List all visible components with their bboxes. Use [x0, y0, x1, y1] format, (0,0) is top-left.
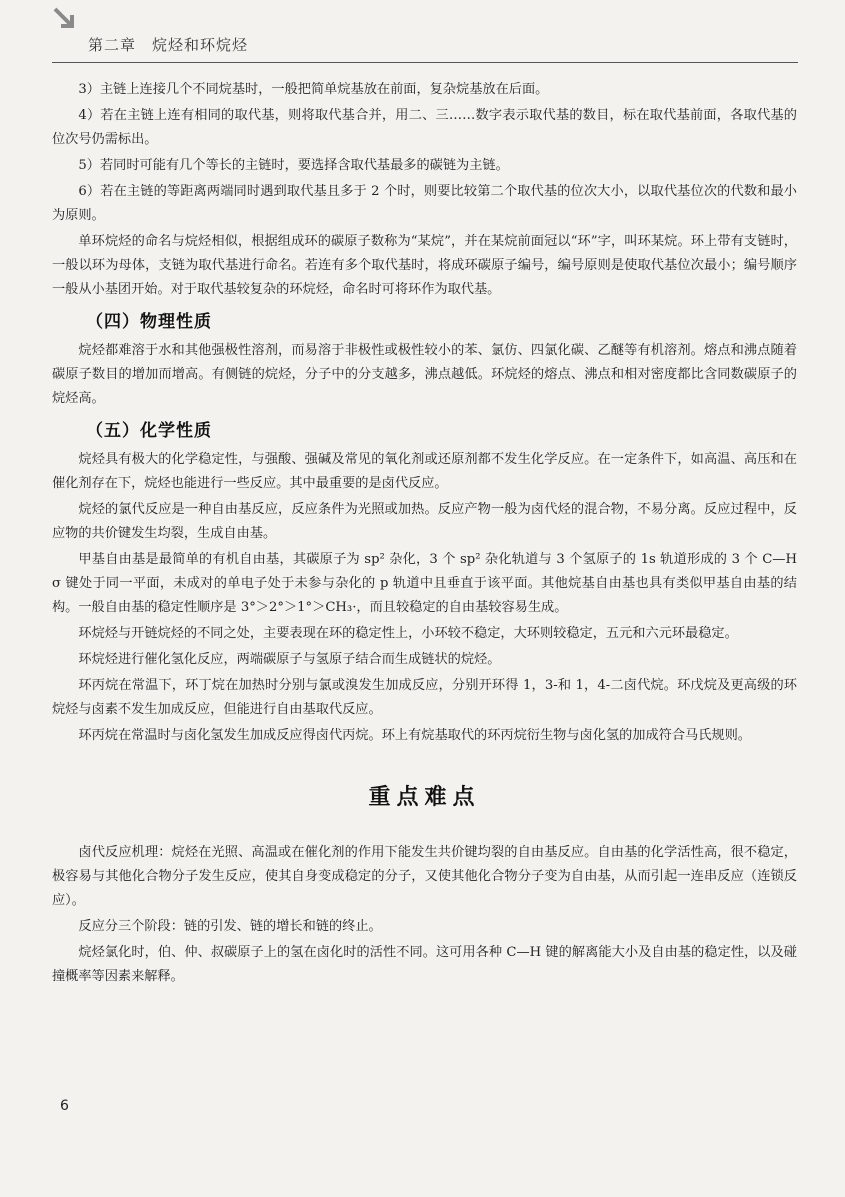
corner-arrow-icon	[52, 6, 78, 32]
paragraph: 5）若同时可能有几个等长的主链时，要选择含取代基最多的碳链为主链。	[78, 158, 509, 173]
section-heading-chemical: （五）化学性质	[86, 421, 212, 441]
page-number: 6	[60, 1098, 69, 1114]
page-header	[0, 0, 845, 70]
section-heading-physical: （四）物理性质	[86, 312, 212, 332]
paragraph: 环丙烷在常温下，环丁烷在加热时分别与氯或溴发生加成反应，分别开环得 1，3-和 1，4-二卤代烷。环戊烷及更高级的环烷烃与卤素不发生加成反应，但能进行自由基取代反应。	[52, 678, 797, 717]
paragraph: 4）若在主链上连有相同的取代基，则将取代基合并，用二、三……数字表示取代基的数目，标在取代基前面，各取代基的位次号仍需标出。	[52, 108, 797, 147]
paragraph: 烷烃氯化时，伯、仲、叔碳原子上的氢在卤化时的活性不同。这可用各种 C—H 键的解离能大小及自由基的稳定性，以及碰撞概率等因素来解释。	[52, 945, 797, 984]
key-points-heading: 重点难点	[368, 785, 481, 810]
paragraph: 3）主链上连接几个不同烷基时，一般把简单烷基放在前面，复杂烷基放在后面。	[78, 82, 549, 97]
paragraph: 甲基自由基是最简单的有机自由基，其碳原子为 sp² 杂化，3 个 sp² 杂化轨道与 3 个氢原子的 1s 轨道形成的 3 个 C—H σ 键处于同一平面，未成对的单电子处于未参与杂化的 p 轨道中且垂直于该平面。其他烷基自由基也具有类似甲基自由基的结构。一般自由基的稳定性顺序是 3°＞2°＞1°＞CH₃·，而且较稳定的自由基较容易生成。	[52, 552, 797, 615]
page-content	[52, 78, 797, 991]
paragraph: 烷烃都难溶于水和其他强极性溶剂，而易溶于非极性或极性较小的苯、氯仿、四氯化碳、乙醚等有机溶剂。熔点和沸点随着碳原子数目的增加而增高。有侧链的烷烃，分子中的分支越多，沸点越低。环烷烃的熔点、沸点和相对密度都比含同数碳原子的烷烃高。	[52, 343, 797, 406]
paragraph: 反应分三个阶段：链的引发、链的增长和链的终止。	[78, 919, 382, 934]
paragraph: 环丙烷在常温时与卤化氢发生加成反应得卤代丙烷。环上有烷基取代的环丙烷衍生物与卤化氢的加成符合马氏规则。	[78, 728, 751, 743]
paragraph: 6）若在主链的等距离两端同时遇到取代基且多于 2 个时，则要比较第二个取代基的位次大小，以取代基位次的代数和最小为原则。	[52, 184, 797, 223]
chapter-title: 第二章 烷烃和环烷烃	[88, 36, 249, 54]
paragraph: 单环烷烃的命名与烷烃相似，根据组成环的碳原子数称为“某烷”，并在某烷前面冠以“环”字，叫环某烷。环上带有支链时，一般以环为母体，支链为取代基进行命名。若连有多个取代基时，将成环碳原子编号，编号原则是使取代基位次最小；编号顺序一般从小基团开始。对于取代基较复杂的环烷烃，命名时可将环作为取代基。	[52, 234, 797, 297]
paragraph: 环烷烃进行催化氢化反应，两端碳原子与氢原子结合而生成链状的烷烃。	[78, 652, 501, 667]
paragraph: 烷烃的氯代反应是一种自由基反应，反应条件为光照或加热。反应产物一般为卤代烃的混合物，不易分离。反应过程中，反应物的共价键发生均裂，生成自由基。	[52, 502, 797, 541]
paragraph: 卤代反应机理：烷烃在光照、高温或在催化剂的作用下能发生共价键均裂的自由基反应。自由基的化学活性高，很不稳定，极容易与其他化合物分子发生反应，使其自身变成稳定的分子，又使其他化合物分子变为自由基，从而引起一连串反应（连锁反应）。	[52, 845, 797, 908]
paragraph: 烷烃具有极大的化学稳定性，与强酸、强碱及常见的氧化剂或还原剂都不发生化学反应。在一定条件下，如高温、高压和在催化剂存在下，烷烃也能进行一些反应。其中最重要的是卤代反应。	[52, 452, 797, 491]
header-rule	[52, 62, 798, 63]
paragraph: 环烷烃与开链烷烃的不同之处，主要表现在环的稳定性上，小环较不稳定，大环则较稳定，五元和六元环最稳定。	[78, 626, 738, 641]
